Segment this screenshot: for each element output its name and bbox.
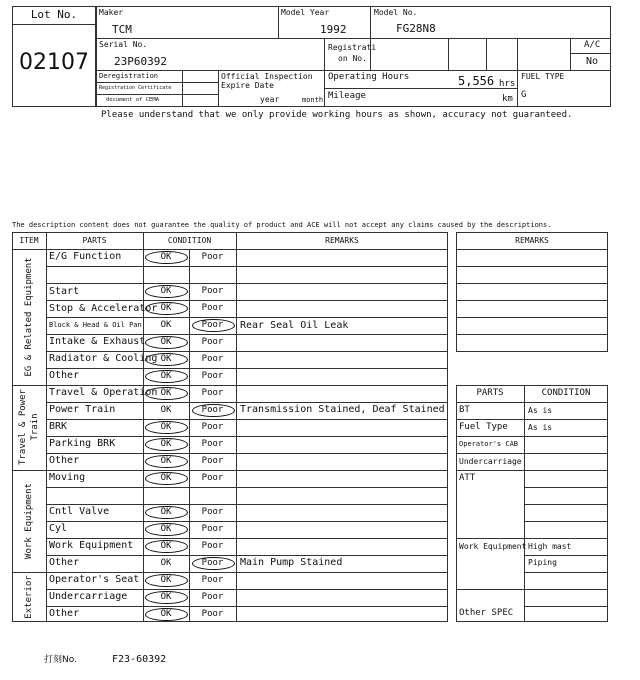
info-col-divider-3 <box>324 38 325 107</box>
document-cema-label: document of CEMA <box>106 97 159 103</box>
condition-ok-circle <box>145 438 188 451</box>
condition-ok-label: OK <box>160 524 172 534</box>
km-unit: km <box>502 94 513 104</box>
condition-poor-label: Poor <box>201 286 224 296</box>
lot-label: Lot No. <box>30 8 78 21</box>
fuel-type-label: FUEL TYPE <box>521 72 565 81</box>
condition-ok-circle <box>145 506 188 519</box>
part-parking-brk: Parking BRK <box>49 438 116 449</box>
info-col-divider-6 <box>486 38 487 70</box>
part-block-head-oil-pan: Block & Head & Oil Pan <box>49 321 142 329</box>
inspection-label-2: Expire Date <box>221 81 274 90</box>
serial-value: 23P60392 <box>114 55 167 68</box>
spec-part-undercarriage: Undercarriage <box>459 457 522 466</box>
condition-ok-label: OK <box>160 252 172 262</box>
condition-poor-label: Poor <box>201 422 224 432</box>
condition-ok-label: OK <box>160 303 172 313</box>
disclaimer-text: The description content does not guarantee the quality of product and ACE will not accept any claims caused by the descriptions. <box>12 221 552 229</box>
condition-poor-label: Poor <box>201 609 224 619</box>
footer-stamp-label: 打刻No. <box>44 655 77 665</box>
spec-condition-header: CONDITION <box>541 388 591 398</box>
part-work-equipment: Work Equipment <box>49 540 134 551</box>
info-col-divider-2 <box>370 6 371 38</box>
month-label: month <box>302 96 324 104</box>
part-cyl: Cyl <box>49 523 68 534</box>
col-divider-item <box>46 232 47 622</box>
condition-ok-circle <box>145 353 188 366</box>
dereg-row-2 <box>96 94 218 95</box>
condition-poor-circle <box>192 557 235 570</box>
maker-label: Maker <box>99 8 124 17</box>
table-header-divider <box>12 249 448 250</box>
condition-poor-circle <box>192 319 235 332</box>
group-label-travel-1: Travel & Power <box>18 389 28 465</box>
part-eg-other: Other <box>49 370 80 381</box>
part-operators-seat: Operator's Seat <box>49 574 140 585</box>
condition-ok-circle <box>145 370 188 383</box>
condition-poor-label: Poor <box>201 320 224 330</box>
row-line <box>46 504 448 505</box>
row-line <box>46 419 448 420</box>
spec-att-line <box>524 487 608 488</box>
spec-work-equipment-value-2: Piping <box>528 558 557 567</box>
condition-poor-label: Poor <box>201 541 224 551</box>
right-remarks-line <box>456 300 608 301</box>
spec-work-equipment-value-1: High mast <box>528 542 572 551</box>
condition-ok-circle <box>145 387 188 400</box>
model-no-value: FG28N8 <box>396 22 436 35</box>
part-travel-other: Other <box>49 455 80 466</box>
condition-ok-label: OK <box>160 405 172 415</box>
condition-poor-label: Poor <box>201 592 224 602</box>
spec-line <box>456 470 608 471</box>
spec-other-line <box>524 606 608 607</box>
row-line <box>46 453 448 454</box>
registration-label-2: on No. <box>338 54 367 63</box>
row-line <box>46 487 448 488</box>
remark-power-train: Transmission Stained, Deaf Stained <box>240 404 445 415</box>
lot-number: 02107 <box>19 50 89 75</box>
part-power-train: Power Train <box>49 404 116 415</box>
info-row-divider-1 <box>96 38 611 39</box>
row-line <box>46 606 448 607</box>
spec-att-label: ATT <box>459 473 476 483</box>
condition-ok-circle <box>145 574 188 587</box>
condition-ok-circle <box>145 251 188 264</box>
part-intake-exhaust: Intake & Exhaust <box>49 336 146 347</box>
registration-label-1: Registrati <box>328 43 377 52</box>
condition-ok-label: OK <box>160 609 172 619</box>
remark-block-head-oil-pan: Rear Seal Oil Leak <box>240 320 349 331</box>
info-col-divider-8 <box>570 38 571 70</box>
condition-ok-circle <box>145 591 188 604</box>
col-header-remarks: REMARKS <box>325 236 359 245</box>
row-line <box>46 555 448 556</box>
dereg-divider-1 <box>182 70 183 107</box>
condition-ok-label: OK <box>160 371 172 381</box>
info-row-divider-2 <box>96 70 611 71</box>
group-divider <box>12 572 448 573</box>
dereg-row-1 <box>96 82 218 83</box>
part-travel-operation: Travel & Operation <box>49 387 158 398</box>
group-label-eg: EG & Related Equipment <box>24 257 34 377</box>
condition-ok-label: OK <box>160 507 172 517</box>
part-start: Start <box>49 286 80 297</box>
right-remarks-line <box>456 317 608 318</box>
condition-poor-label: Poor <box>201 354 224 364</box>
maker-value: TCM <box>112 23 132 36</box>
info-col-divider-7 <box>517 38 518 107</box>
year-label: year <box>260 95 280 104</box>
row-line <box>46 283 448 284</box>
spec-part-operators-cab: Operator's CAB <box>459 440 519 448</box>
part-moving: Moving <box>49 472 86 483</box>
model-year-label: Model Year <box>281 8 330 17</box>
dereg-divider-2 <box>218 70 219 107</box>
row-line <box>46 317 448 318</box>
spec-work-line <box>524 555 608 556</box>
condition-poor-label: Poor <box>201 524 224 534</box>
row-line <box>46 368 448 369</box>
row-line <box>46 589 448 590</box>
col-divider-condition <box>236 232 237 622</box>
condition-poor-label: Poor <box>201 456 224 466</box>
ac-label: A/C <box>584 40 601 50</box>
col-header-parts: PARTS <box>82 236 107 245</box>
condition-poor-label: Poor <box>201 337 224 347</box>
fuel-type-value: G <box>521 90 527 100</box>
registration-certificate-label: Registration Certificate <box>99 85 172 91</box>
group-divider <box>12 470 448 471</box>
model-no-label: Model No. <box>374 8 418 17</box>
condition-ok-label: OK <box>160 354 172 364</box>
condition-ok-circle <box>145 421 188 434</box>
condition-poor-label: Poor <box>201 507 224 517</box>
ac-value: No <box>586 56 599 67</box>
row-line <box>46 334 448 335</box>
part-eg-function: E/G Function <box>49 251 122 262</box>
part-exterior-other: Other <box>49 608 80 619</box>
notice-text: Please understand that we only provide working hours as shown, accuracy not guaranteed. <box>101 110 573 120</box>
inspection-label-1: Official Inspection <box>221 72 313 81</box>
condition-ok-circle <box>145 336 188 349</box>
condition-ok-label: OK <box>160 456 172 466</box>
group-label-work: Work Equipment <box>24 483 34 559</box>
condition-poor-label: Poor <box>201 575 224 585</box>
spec-line <box>456 402 608 403</box>
right-remarks-header-divider <box>456 249 608 250</box>
condition-poor-circle <box>192 404 235 417</box>
spec-work-line <box>524 572 608 573</box>
mileage-label: Mileage <box>328 91 366 101</box>
part-undercarriage: Undercarriage <box>49 591 128 602</box>
spec-line <box>456 453 608 454</box>
condition-ok-label: OK <box>160 558 172 568</box>
part-brk: BRK <box>49 421 68 432</box>
operating-hours-label: Operating Hours <box>328 72 410 82</box>
condition-ok-label: OK <box>160 575 172 585</box>
condition-ok-label: OK <box>160 320 172 330</box>
deregistration-label: Deregistration <box>99 72 159 80</box>
condition-ok-label: OK <box>160 592 172 602</box>
row-line <box>46 402 448 403</box>
condition-poor-label: Poor <box>201 439 224 449</box>
col-header-condition: CONDITION <box>167 236 212 245</box>
spec-att-line <box>524 504 608 505</box>
right-remarks-header: REMARKS <box>515 236 549 245</box>
serial-label: Serial No. <box>99 40 148 49</box>
part-stop-accelerator: Stop & Accelerator <box>49 303 158 314</box>
condition-ok-circle <box>145 608 188 621</box>
info-col-divider-1 <box>278 6 279 38</box>
condition-ok-circle <box>145 302 188 315</box>
spec-line <box>456 538 608 539</box>
condition-ok-circle <box>145 455 188 468</box>
col-header-item: ITEM <box>19 236 39 245</box>
condition-ok-label: OK <box>160 439 172 449</box>
condition-ok-circle <box>145 285 188 298</box>
condition-poor-label: Poor <box>201 371 224 381</box>
spec-line <box>456 419 608 420</box>
condition-ok-label: OK <box>160 473 172 483</box>
condition-poor-label: Poor <box>201 405 224 415</box>
row-line <box>46 266 448 267</box>
condition-ok-circle <box>145 472 188 485</box>
part-work-other: Other <box>49 557 80 568</box>
spec-line <box>456 436 608 437</box>
right-remarks-line <box>456 334 608 335</box>
info-col-divider-5 <box>448 38 449 70</box>
hours-divider <box>324 88 517 89</box>
group-label-exterior: Exterior <box>24 575 34 619</box>
condition-ok-label: OK <box>160 422 172 432</box>
ac-divider <box>570 53 611 54</box>
spec-att-line <box>524 521 608 522</box>
condition-ok-circle <box>145 540 188 553</box>
group-divider <box>12 385 448 386</box>
condition-poor-label: Poor <box>201 252 224 262</box>
spec-value-fuel-type: As is <box>528 423 553 432</box>
condition-poor-label: Poor <box>201 473 224 483</box>
spec-parts-header: PARTS <box>476 388 504 398</box>
row-line <box>46 538 448 539</box>
part-cntl-valve: Cntl Valve <box>49 506 110 517</box>
spec-part-bt: BT <box>459 405 470 415</box>
spec-work-equipment-label: Work Equipment <box>459 542 527 551</box>
condition-poor-label: Poor <box>201 303 224 313</box>
condition-ok-label: OK <box>160 541 172 551</box>
condition-poor-label: Poor <box>201 558 224 568</box>
footer-stamp-value: F23-60392 <box>112 654 167 665</box>
spec-value-bt: As is <box>528 406 553 415</box>
remark-work-other: Main Pump Stained <box>240 557 343 568</box>
spec-line <box>456 589 608 590</box>
model-year-value: 1992 <box>320 23 347 36</box>
row-line <box>46 521 448 522</box>
condition-ok-label: OK <box>160 388 172 398</box>
hrs-unit: hrs <box>499 79 516 89</box>
right-remarks-line <box>456 266 608 267</box>
row-line <box>46 436 448 437</box>
right-remarks-line <box>456 283 608 284</box>
condition-ok-circle <box>145 523 188 536</box>
lot-divider <box>12 24 96 25</box>
part-radiator-cooling: Radiator & Cooling <box>49 353 158 364</box>
row-line <box>46 300 448 301</box>
spec-part-fuel-type: Fuel Type <box>459 422 508 432</box>
row-line <box>46 351 448 352</box>
condition-poor-label: Poor <box>201 388 224 398</box>
group-label-travel-2: Train <box>30 413 40 441</box>
condition-ok-label: OK <box>160 286 172 296</box>
spec-other-spec-label: Other SPEC <box>459 608 514 618</box>
condition-ok-label: OK <box>160 337 172 347</box>
operating-hours-value: 5,556 <box>458 74 495 88</box>
